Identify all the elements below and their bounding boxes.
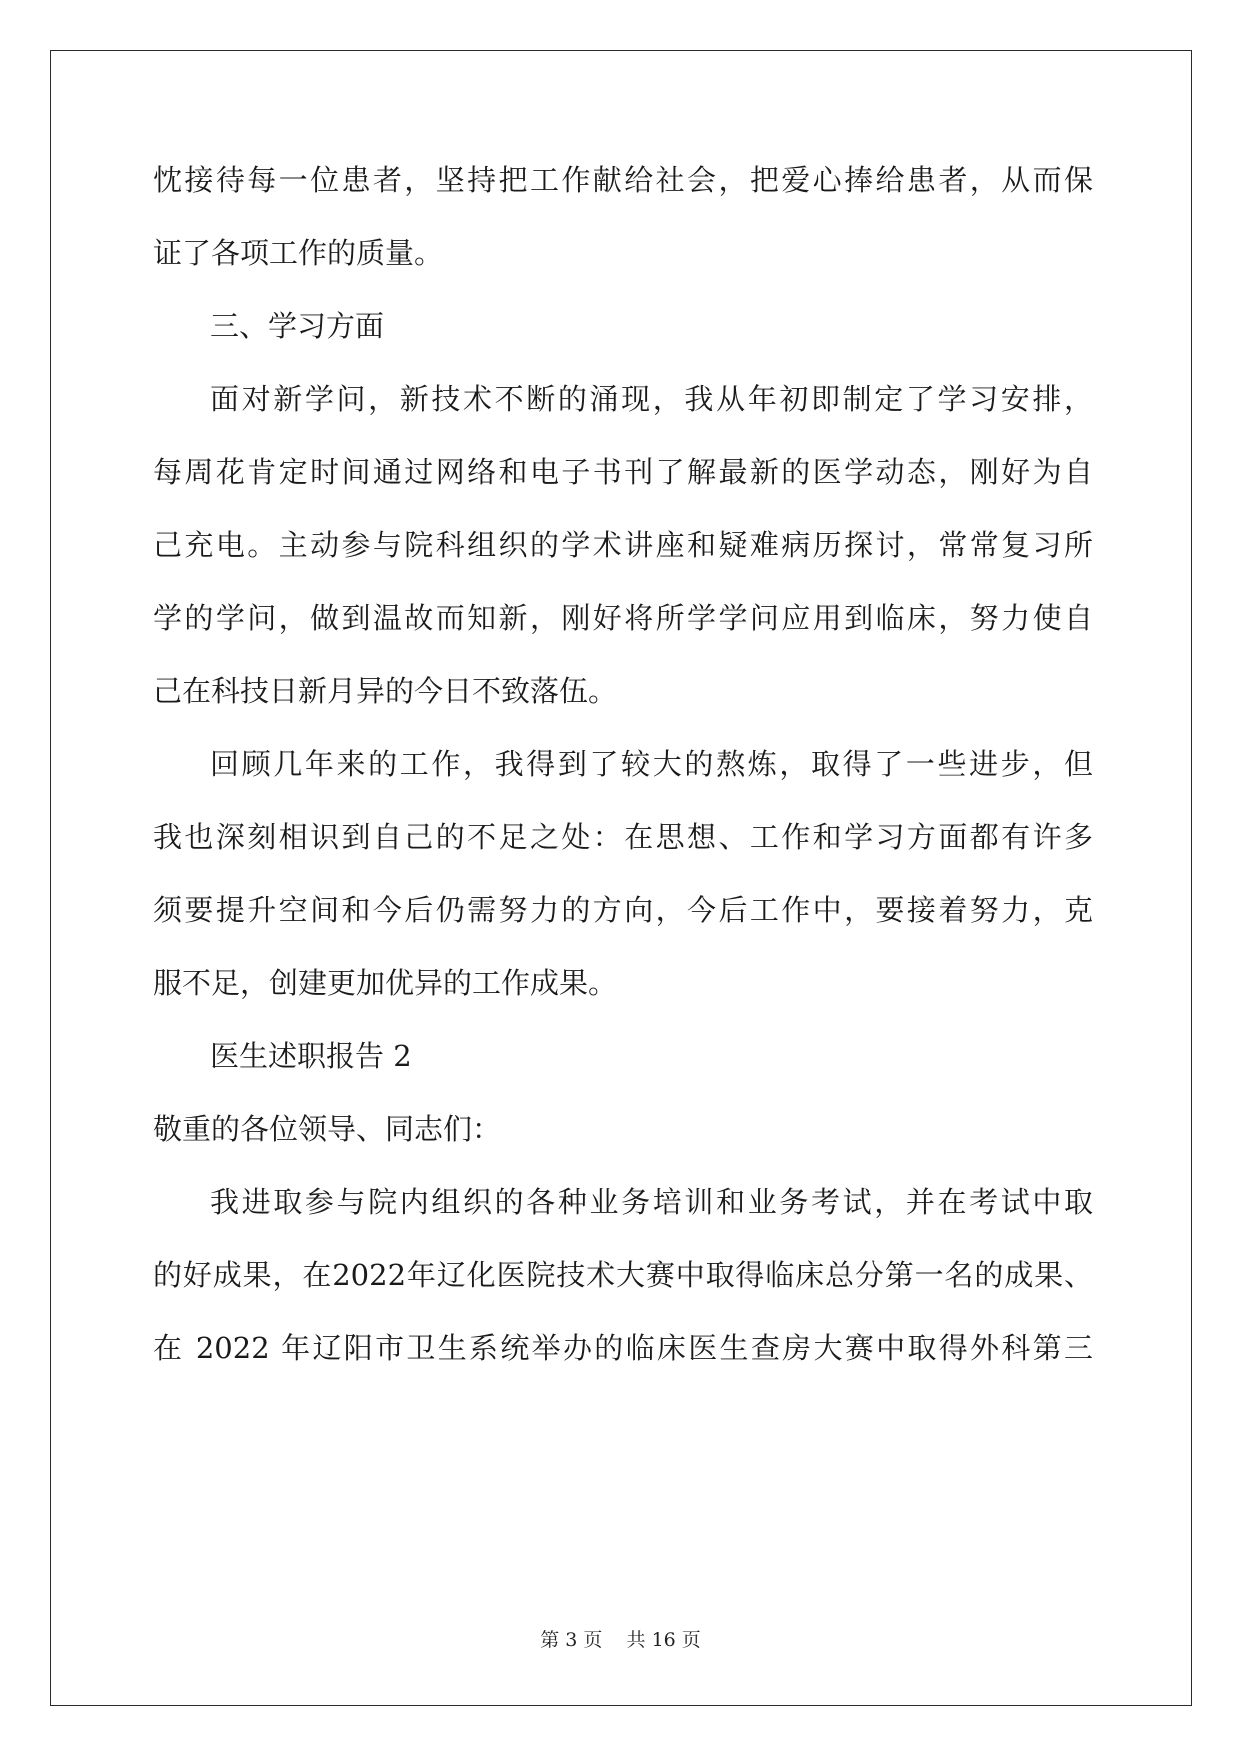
text-line: 学的学问，做到温故而知新，刚好将所学学问应用到临床，努力使自 [153,601,1093,635]
page-number: 第 3 页 共 16 页 [540,1629,701,1651]
text-line: 己在科技日新月异的今日不致落伍。 [153,674,618,708]
section-heading: 三、学习方面 [210,309,385,343]
text-line: 我也深刻相识到自己的不足之处：在思想、工作和学习方面都有许多 [153,820,1093,854]
text-line: 己充电。主动参与院科组织的学术讲座和疑难病历探讨，常常复习所 [153,528,1093,562]
text-line: 回顾几年来的工作，我得到了较大的熬炼，取得了一些进步，但 [210,747,1093,781]
text-line: 我进取参与院内组织的各种业务培训和业务考试，并在考试中取 [210,1185,1093,1219]
salutation: 敬重的各位领导、同志们： [153,1112,502,1146]
text-line: 忱接待每一位患者，坚持把工作献给社会，把爱心捧给患者，从而保 [153,163,1093,197]
text-line: 服不足，创建更加优异的工作成果。 [153,966,618,1000]
text-line: 须要提升空间和今后仍需努力的方向，今后工作中，要接着努力，克 [153,893,1093,927]
page-border [50,50,1192,1706]
report-title: 医生述职报告 2 [210,1039,412,1073]
page-footer [0,1628,1241,1652]
text-line: 证了各项工作的质量。 [153,236,444,270]
text-line: 每周花肯定时间通过网络和电子书刊了解最新的医学动态，刚好为自 [153,455,1093,489]
text-line: 面对新学问，新技术不断的涌现，我从年初即制定了学习安排， [210,382,1093,416]
text-line: 的好成果，在2022年辽化医院技术大赛中取得临床总分第一名的成果、 [153,1258,1093,1292]
text-line: 在 2022 年辽阳市卫生系统举办的临床医生查房大赛中取得外科第三 [153,1331,1093,1365]
